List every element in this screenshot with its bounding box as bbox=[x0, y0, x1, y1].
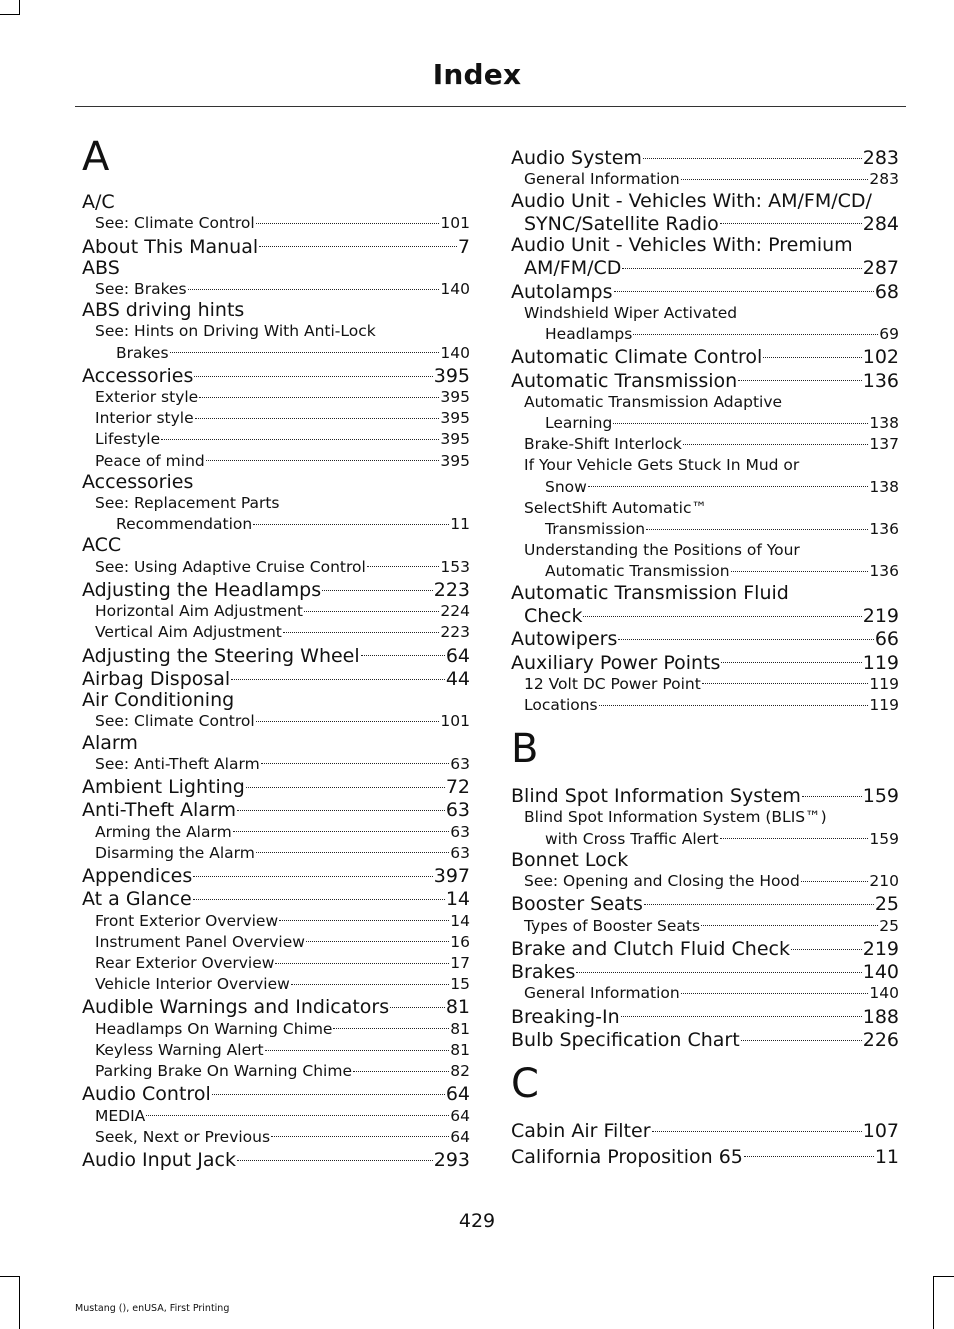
page-ref: 15 bbox=[450, 975, 470, 994]
index-entry: Accessories 395 bbox=[82, 364, 470, 387]
page-ref: 102 bbox=[862, 346, 899, 369]
index-subentry-continued: Transmission 136 bbox=[511, 519, 899, 540]
index-entry: Bonnet Lock bbox=[511, 848, 629, 871]
index-column-right bbox=[511, 146, 899, 1168]
index-entry: Automatic Transmission 136 bbox=[511, 369, 899, 392]
page-ref: 7 bbox=[457, 235, 470, 258]
index-subentry-continued: with Cross Traffic Alert 159 bbox=[511, 829, 899, 850]
index-entry: California Proposition 65 11 bbox=[511, 1144, 899, 1167]
index-subentry: Instrument Panel Overview 16 bbox=[82, 932, 470, 953]
index-entry: Automatic Transmission Fluid bbox=[511, 581, 789, 604]
index-entry: Bulb Specification Chart 226 bbox=[511, 1028, 899, 1051]
index-entry: Autolamps 68 bbox=[511, 280, 899, 303]
page-ref: 397 bbox=[433, 865, 470, 888]
page-ref: 283 bbox=[869, 170, 899, 189]
page-ref: 81 bbox=[450, 1019, 470, 1038]
page-ref: 219 bbox=[862, 604, 899, 627]
index-entry: About This Manual 7 bbox=[82, 234, 470, 257]
index-subentry-continued: Snow 138 bbox=[511, 477, 899, 498]
index-entry: At a Glance 14 bbox=[82, 887, 470, 910]
index-entry: Audio Input Jack 293 bbox=[82, 1148, 470, 1171]
index-entry: Audio System 283 bbox=[511, 146, 899, 169]
page-ref: 153 bbox=[440, 557, 470, 576]
index-subentry: See: Climate Control 101 bbox=[82, 213, 470, 234]
index-subentry: 12 Volt DC Power Point 119 bbox=[511, 674, 899, 695]
index-entry-continued: SYNC/Satellite Radio 284 bbox=[511, 212, 899, 235]
index-subentry: Disarming the Alarm 63 bbox=[82, 843, 470, 864]
index-entry-continued: Check 219 bbox=[511, 604, 899, 627]
page-ref: 16 bbox=[450, 932, 470, 951]
index-subentry-continued: Learning 138 bbox=[511, 413, 899, 434]
index-subentry: General Information 283 bbox=[511, 169, 899, 190]
page-ref: 25 bbox=[879, 916, 899, 935]
page-number: 429 bbox=[458, 1210, 496, 1232]
page-ref: 159 bbox=[869, 829, 899, 848]
page-ref: 69 bbox=[879, 325, 899, 343]
page-ref: 81 bbox=[445, 996, 470, 1019]
index-entry: Breaking-In 188 bbox=[511, 1005, 899, 1028]
index-entry: Ambient Lighting 72 bbox=[82, 775, 470, 798]
index-subentry: Interior style 395 bbox=[82, 408, 470, 429]
index-subentry: Types of Booster Seats 25 bbox=[511, 916, 899, 937]
page-title: Index bbox=[432, 58, 522, 91]
page-ref: 119 bbox=[862, 651, 899, 674]
index-subentry: Automatic Transmission Adaptive bbox=[524, 392, 783, 411]
page-ref: 210 bbox=[869, 872, 899, 891]
page-ref: 140 bbox=[440, 343, 470, 362]
section-letter-a: A bbox=[82, 134, 110, 180]
crop-mark bbox=[19, 1276, 20, 1329]
index-subentry: See: Hints on Driving With Anti-Lock bbox=[95, 322, 376, 341]
page-ref: 293 bbox=[433, 1149, 470, 1172]
page-ref: 223 bbox=[433, 578, 470, 601]
index-subentry: Parking Brake On Warning Chime 82 bbox=[82, 1061, 470, 1082]
index-entry: Auxiliary Power Points 119 bbox=[511, 650, 899, 673]
page-ref: 119 bbox=[869, 674, 899, 693]
page-ref: 140 bbox=[440, 279, 470, 298]
index-entry: Audio Unit - Vehicles With: Premium bbox=[511, 234, 853, 256]
index-subentry: General Information 140 bbox=[511, 983, 899, 1004]
page-ref: 395 bbox=[433, 364, 470, 387]
index-subentry: See: Replacement Parts bbox=[95, 494, 280, 513]
index-subentry: Peace of mind 395 bbox=[82, 451, 470, 472]
crop-mark bbox=[0, 1276, 19, 1277]
page-ref: 25 bbox=[874, 893, 899, 916]
page-ref: 136 bbox=[869, 562, 899, 581]
index-subentry: See: Climate Control 101 bbox=[82, 711, 470, 732]
page-ref: 14 bbox=[445, 888, 470, 911]
page-ref: 137 bbox=[869, 435, 899, 454]
index-subentry: Vehicle Interior Overview 15 bbox=[82, 974, 470, 995]
page-ref: 64 bbox=[445, 644, 470, 667]
index-subentry: MEDIA 64 bbox=[82, 1106, 470, 1127]
index-subentry: SelectShift Automatic™ bbox=[524, 498, 707, 517]
page-ref: 63 bbox=[445, 799, 470, 822]
page-ref: 287 bbox=[862, 257, 899, 280]
index-subentry: Exterior style 395 bbox=[82, 387, 470, 408]
index-subentry: Headlamps On Warning Chime 81 bbox=[82, 1019, 470, 1040]
index-entry: Appendices 397 bbox=[82, 864, 470, 887]
index-subentry: Vertical Aim Adjustment 223 bbox=[82, 622, 470, 643]
page-ref: 395 bbox=[440, 451, 470, 470]
page-ref: 63 bbox=[450, 754, 470, 773]
page-ref: 64 bbox=[450, 1127, 470, 1146]
index-entry: Brake and Clutch Fluid Check 219 bbox=[511, 937, 899, 960]
index-subentry: Lifestyle 395 bbox=[82, 429, 470, 450]
index-subentry: See: Anti-Theft Alarm 63 bbox=[82, 754, 470, 775]
page-ref: 136 bbox=[869, 520, 899, 539]
index-entry: Adjusting the Headlamps 223 bbox=[82, 578, 470, 601]
crop-mark bbox=[19, 0, 20, 15]
index-subentry: Keyless Warning Alert 81 bbox=[82, 1040, 470, 1061]
page-ref: 138 bbox=[869, 414, 899, 432]
index-entry-continued: AM/FM/CD 287 bbox=[511, 256, 899, 279]
page-ref: 395 bbox=[440, 430, 470, 449]
index-entry: A/C bbox=[82, 191, 115, 213]
page-ref: 219 bbox=[862, 937, 899, 960]
page-ref: 11 bbox=[450, 515, 470, 534]
page-ref: 136 bbox=[862, 369, 899, 392]
index-entry: Autowipers 66 bbox=[511, 627, 899, 650]
page-ref: 63 bbox=[450, 843, 470, 862]
index-entry: Audible Warnings and Indicators 81 bbox=[82, 995, 470, 1018]
index-entry: Adjusting the Steering Wheel 64 bbox=[82, 644, 470, 667]
page-ref: 138 bbox=[869, 477, 899, 496]
page-ref: 63 bbox=[450, 822, 470, 841]
index-entry: Airbag Disposal 44 bbox=[82, 667, 470, 690]
page-ref: 140 bbox=[862, 961, 899, 984]
index-subentry: See: Brakes 140 bbox=[82, 279, 470, 300]
page-ref: 395 bbox=[440, 388, 470, 407]
page-ref: 395 bbox=[440, 409, 470, 428]
page-ref: 68 bbox=[874, 280, 899, 303]
index-column-left bbox=[82, 132, 470, 1171]
index-entry: Anti-Theft Alarm 63 bbox=[82, 798, 470, 821]
crop-mark bbox=[933, 1276, 954, 1277]
index-entry: ABS bbox=[82, 256, 120, 279]
title-divider bbox=[75, 106, 906, 107]
index-subentry-continued: Automatic Transmission 136 bbox=[511, 561, 899, 582]
index-subentry-continued: Recommendation 11 bbox=[82, 514, 470, 535]
index-subentry: Blind Spot Information System (BLIS™) bbox=[524, 808, 827, 827]
page-ref: 17 bbox=[450, 953, 470, 972]
page-ref: 226 bbox=[862, 1028, 899, 1051]
index-entry: Accessories bbox=[82, 470, 194, 493]
index-subentry: Seek, Next or Previous 64 bbox=[82, 1127, 470, 1148]
index-subentry: If Your Vehicle Gets Stuck In Mud or bbox=[524, 456, 800, 475]
index-entry: ABS driving hints bbox=[82, 299, 245, 322]
page-ref: 101 bbox=[440, 214, 470, 233]
page-ref: 284 bbox=[862, 212, 899, 235]
index-subentry: Locations 119 bbox=[511, 695, 899, 716]
page-ref: 11 bbox=[874, 1145, 899, 1168]
page-ref: 224 bbox=[440, 602, 470, 621]
crop-mark bbox=[0, 14, 19, 15]
index-entry: ACC bbox=[82, 534, 122, 557]
index-subentry: Rear Exterior Overview 17 bbox=[82, 953, 470, 974]
index-entry: Booster Seats 25 bbox=[511, 892, 899, 915]
index-subentry: Arming the Alarm 63 bbox=[82, 822, 470, 843]
page-ref: 81 bbox=[450, 1040, 470, 1059]
page-ref: 188 bbox=[862, 1005, 899, 1028]
index-subentry-continued: Headlamps 69 bbox=[511, 324, 899, 345]
page-ref: 72 bbox=[445, 776, 470, 799]
page-ref: 283 bbox=[862, 147, 899, 170]
index-subentry: Horizontal Aim Adjustment 224 bbox=[82, 601, 470, 622]
page-ref: 44 bbox=[445, 667, 470, 690]
index-entry: Brakes 140 bbox=[511, 960, 899, 983]
index-subentry: Windshield Wiper Activated bbox=[524, 303, 738, 322]
index-subentry: Brake-Shift Interlock 137 bbox=[511, 434, 899, 455]
page-ref: 82 bbox=[450, 1062, 470, 1081]
section-letter-b: B bbox=[511, 726, 539, 773]
section-letter-c: C bbox=[511, 1061, 539, 1108]
index-subentry: See: Using Adaptive Cruise Control 153 bbox=[82, 557, 470, 578]
page-ref: 66 bbox=[874, 628, 899, 651]
index-entry: Blind Spot Information System 159 bbox=[511, 784, 899, 807]
index-entry: Alarm bbox=[82, 731, 138, 754]
index-entry: Automatic Climate Control 102 bbox=[511, 345, 899, 368]
page-ref: 64 bbox=[450, 1106, 470, 1125]
page-ref: 119 bbox=[869, 695, 899, 714]
index-subentry: Front Exterior Overview 14 bbox=[82, 911, 470, 932]
index-entry: Audio Unit - Vehicles With: AM/FM/CD/ bbox=[511, 189, 872, 212]
page-ref: 101 bbox=[440, 712, 470, 731]
page-ref: 140 bbox=[869, 984, 899, 1003]
page-ref: 107 bbox=[862, 1120, 899, 1143]
index-entry: Audio Control 64 bbox=[82, 1082, 470, 1105]
index-entry: Air Conditioning bbox=[82, 689, 235, 712]
footer-text: Mustang (), enUSA, First Printing bbox=[75, 1303, 230, 1314]
crop-mark bbox=[933, 1276, 934, 1329]
page-ref: 159 bbox=[862, 785, 899, 808]
index-subentry: See: Opening and Closing the Hood 210 bbox=[511, 871, 899, 892]
index-entry: Cabin Air Filter 107 bbox=[511, 1119, 899, 1142]
page-ref: 64 bbox=[445, 1083, 470, 1106]
index-subentry: Understanding the Positions of Your bbox=[524, 541, 800, 560]
page-ref: 223 bbox=[440, 623, 470, 642]
page-ref: 14 bbox=[450, 911, 470, 930]
index-subentry-continued: Brakes 140 bbox=[82, 343, 470, 364]
